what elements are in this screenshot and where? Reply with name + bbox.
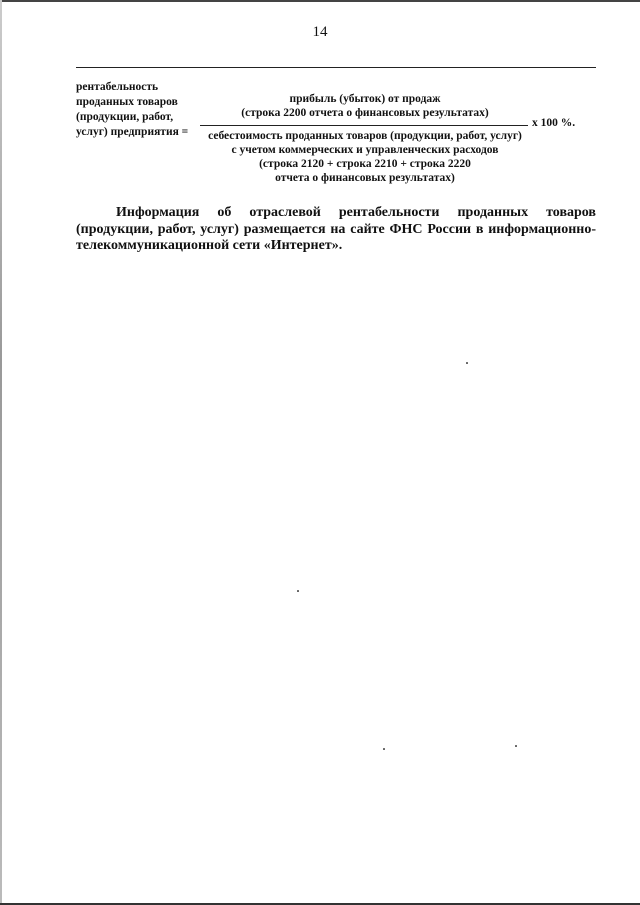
scan-edge-top (0, 0, 640, 2)
formula-label-line: проданных товаров (76, 96, 178, 108)
denominator-line: (строка 2120 + строка 2210 + строка 2220 (259, 158, 471, 170)
scan-speck (515, 745, 517, 747)
scan-speck (383, 748, 385, 750)
formula-label-line: услуг) предприятия = (76, 126, 189, 138)
fraction-bar (200, 125, 528, 126)
numerator-line: прибыль (убыток) от продаж (289, 93, 441, 105)
denominator-line: отчета о финансовых результатах) (275, 172, 455, 184)
numerator-line: (строка 2200 отчета о финансовых результатах) (241, 107, 489, 119)
formula-label-line: (продукции, работ, (76, 111, 174, 123)
formula-label (76, 80, 196, 140)
denominator-line: себестоимость проданных товаров (продукции, работ, услуг) (208, 130, 522, 142)
formula-numerator (195, 92, 535, 120)
scan-speck (297, 590, 299, 592)
formula-multiplier: x 100 %. (532, 117, 576, 129)
body-paragraph: Информация об отраслевой рентабельности проданных товаров (продукции, работ, услуг) размещается на сайте ФНС России в информационно-телекоммуникационной сети «Интернет». (76, 205, 596, 253)
formula-label-line: рентабельность (76, 81, 159, 93)
page-number: 14 (312, 24, 328, 40)
scan-edge-left (0, 0, 2, 905)
denominator-line: с учетом коммерческих и управленческих расходов (231, 144, 499, 156)
header-rule (76, 67, 596, 68)
formula-denominator (195, 129, 535, 185)
scan-speck (466, 362, 468, 364)
